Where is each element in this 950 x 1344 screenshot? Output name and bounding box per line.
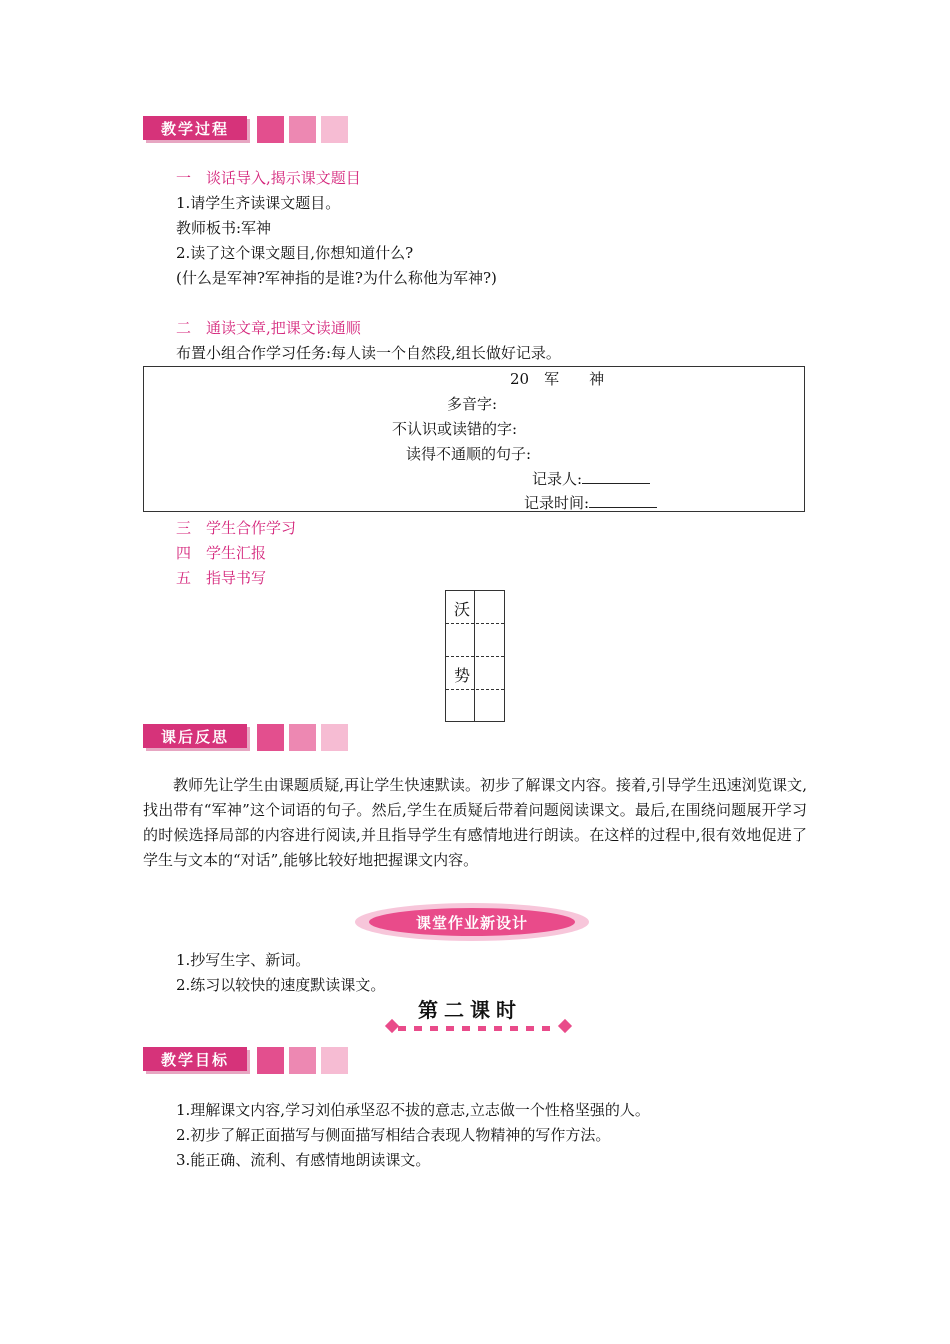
decor-diamond [385,1019,399,1033]
step-heading-5: 五 指导书写 [176,569,267,587]
section-title: 教学过程 [143,116,247,140]
grid-dash-line [446,656,504,657]
goal-item: 2.初步了解正面描写与侧面描写相结合表现人物精神的写作方法。 [176,1126,611,1144]
decor-square [289,724,316,751]
grid-char: 势 [454,666,471,685]
blank-line [582,469,650,484]
decor-square [321,116,348,143]
grid-dash-line [446,689,504,690]
decor-square [321,1047,348,1074]
homework-item: 2.练习以较快的速度默读课文。 [176,976,386,994]
record-row-polyphonic: 多音字: [447,395,498,413]
decor-square [257,116,284,143]
text-line: 教师板书:军神 [176,219,272,237]
homework-item: 1.抄写生字、新词。 [176,951,311,969]
blank-line [589,493,657,508]
text-line: 1.请学生齐读课文题目。 [176,194,341,212]
section-title: 教学目标 [143,1047,247,1071]
goal-item: 3.能正确、流利、有感情地朗读课文。 [176,1151,431,1169]
decor-square [257,1047,284,1074]
section-badge-reflection [143,724,353,752]
record-row-difficult-sentences: 读得不通顺的句子: [406,445,532,463]
grid-dash-line [446,623,504,624]
recorder-label: 记录人: [532,470,583,488]
record-box [143,366,805,512]
lesson-title: 第二课时 [418,998,522,1022]
reflection-paragraph: 教师先让学生由课题质疑,再让学生快速默读。初步了解课文内容。接着,引导学生迅速浏览课文,找出带有“军神”这个词语的句子。然后,学生在质疑后带着问题阅读课文。最后,在围绕问题展开学习的时候选择局部的内容进行阅读,并且指导学生有感情地进行朗读。在这样的过程中,很有效地促进了学生与文本的“对话”,能够比较好地把握课文内容。 [143,776,807,869]
record-box-title: 20 军 神 [510,370,605,388]
section-badge-teaching-goals [143,1047,353,1075]
record-time-label: 记录时间: [524,494,590,512]
decor-square [321,724,348,751]
step-heading-4: 四 学生汇报 [176,544,267,562]
text-line: 2.读了这个课文题目,你想知道什么? [176,244,414,262]
homework-banner [355,903,589,941]
record-time-field [524,493,657,513]
record-row-unknown-chars: 不认识或读错的字: [392,420,518,438]
decor-dots [398,1026,564,1032]
recorder-field [532,469,650,489]
decor-square [289,116,316,143]
decor-square [257,724,284,751]
decor-square [289,1047,316,1074]
step-heading-1: 一 谈话导入,揭示课文题目 [176,169,361,187]
section-title: 课后反思 [143,724,247,748]
step-heading-2: 二 通读文章,把课文读通顺 [176,319,361,337]
grid-char: 沃 [454,600,471,619]
step-heading-3: 三 学生合作学习 [176,519,297,537]
text-line: 布置小组合作学习任务:每人读一个自然段,组长做好记录。 [176,344,561,362]
goal-item: 1.理解课文内容,学习刘伯承坚忍不拔的意志,立志做一个性格坚强的人。 [176,1101,650,1119]
section-badge-teaching-process [143,116,353,144]
writing-grid [445,590,505,722]
banner-title: 课堂作业新设计 [369,908,575,936]
text-line: (什么是军神?军神指的是谁?为什么称他为军神?) [176,269,497,287]
